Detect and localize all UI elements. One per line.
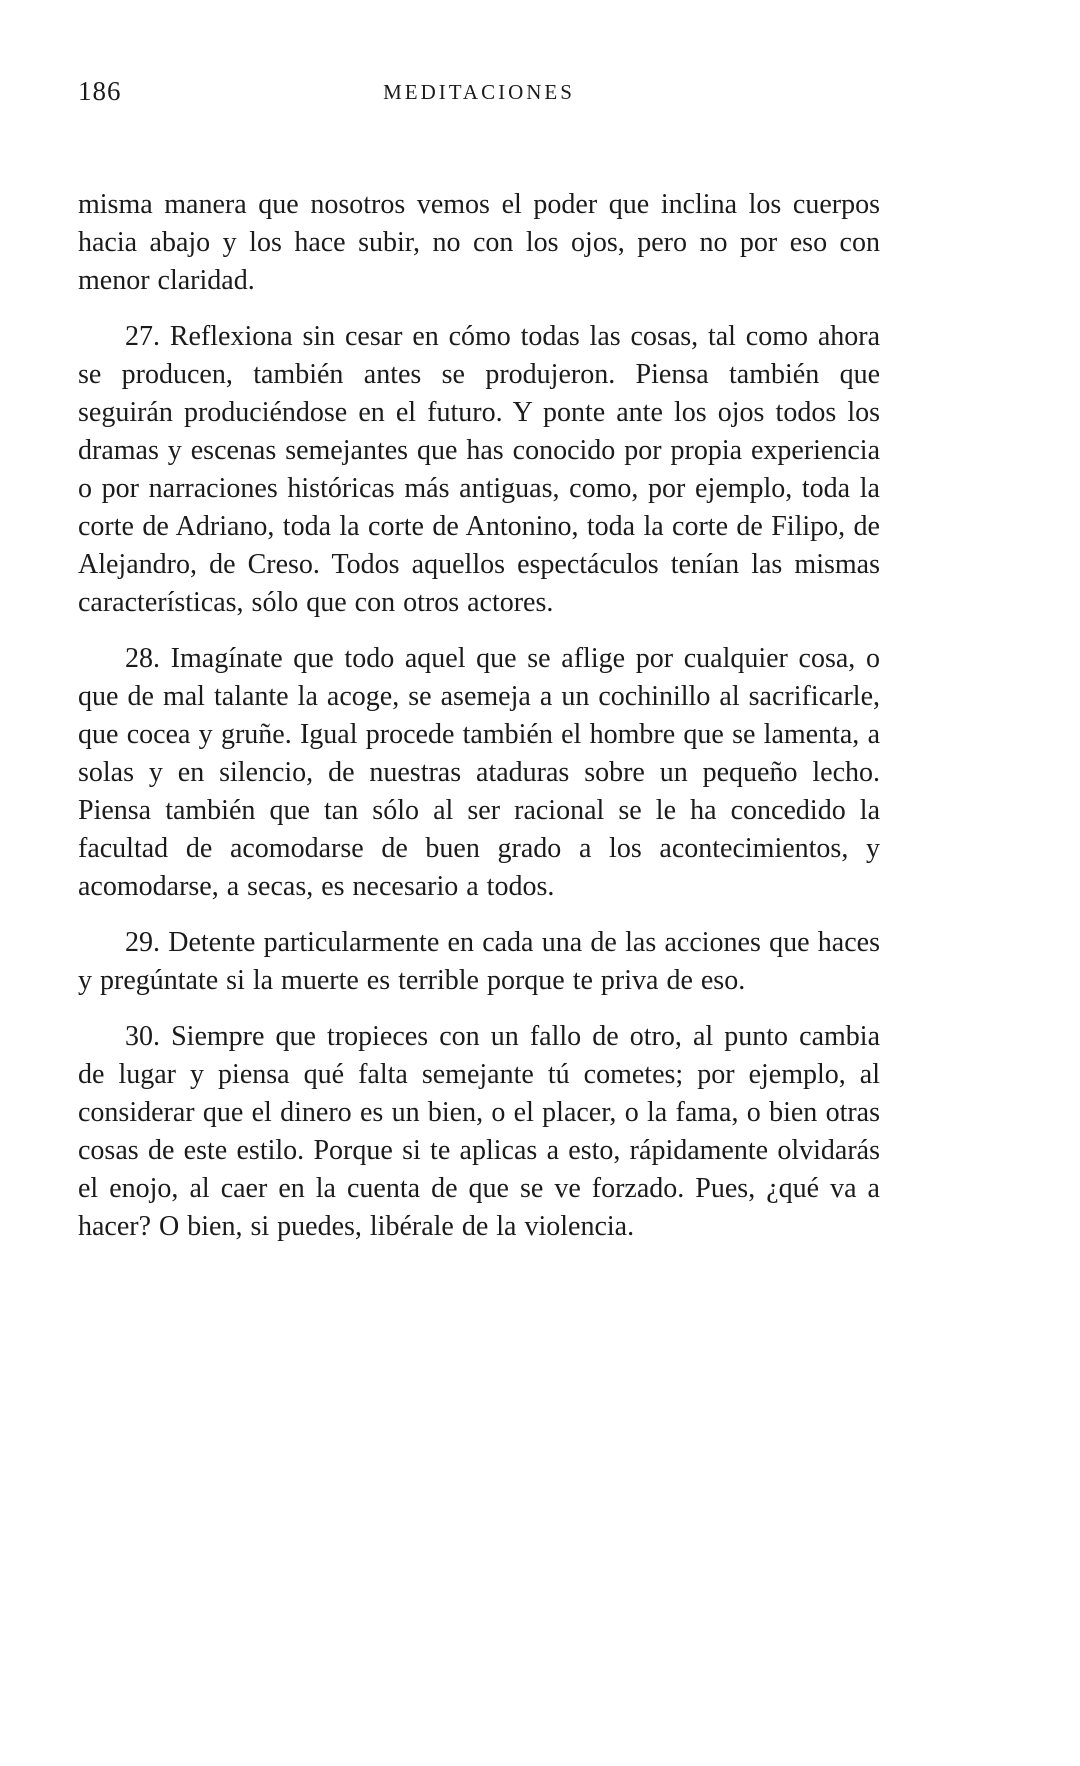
page-body (78, 186, 880, 1246)
paragraph-30: 30. Siempre que tropieces con un fallo de otro, al punto cambia de lugar y piensa qué falta semejante tú cometes; por ejemplo, al considerar que el dinero es un bien, o el placer, o la fama, o bien otras cosas de este estilo. Porque si te aplicas a esto, rápidamente olvidarás el enojo, al caer en la cuenta de que se ve forzado. Pues, ¿qué va a hacer? O bien, si puedes, libérale de la violencia. (78, 1021, 880, 1242)
page-number: 186 (78, 76, 122, 106)
paragraph-29: 29. Detente particularmente en cada una de las acciones que haces y pregúntate si la muerte es terrible porque te priva de eso. (78, 927, 880, 996)
paragraph-27: 27. Reflexiona sin cesar en cómo todas las cosas, tal como ahora se producen, también antes se produjeron. Piensa también que seguirán produciéndose en el futuro. Y ponte ante los ojos todos los dramas y escenas semejantes que has conocido por propia experiencia o por narraciones históricas más antiguas, como, por ejemplo, toda la corte de Adriano, toda la corte de Antonino, toda la corte de Filipo, de Alejandro, de Creso. Todos aquellos espectáculos tenían las mismas características, sólo que con otros actores. (78, 321, 880, 618)
page-header (78, 76, 880, 112)
paragraph-continuation: misma manera que nosotros vemos el poder que inclina los cuerpos hacia abajo y los hace subir, no con los ojos, pero no por eso con menor claridad. (78, 189, 880, 296)
paragraph-28: 28. Imagínate que todo aquel que se aflige por cualquier cosa, o que de mal talante la acoge, se asemeja a un cochinillo al sacrificarle, que cocea y gruñe. Igual procede también el hombre que se lamenta, a solas y en silencio, de nuestras ataduras sobre un pequeño lecho. Piensa también que tan sólo al ser racional se le ha concedido la facultad de acomodarse de buen grado a los acontecimientos, y acomodarse, a secas, es necesario a todos. (78, 643, 880, 902)
running-head: MEDITACIONES (383, 80, 575, 104)
